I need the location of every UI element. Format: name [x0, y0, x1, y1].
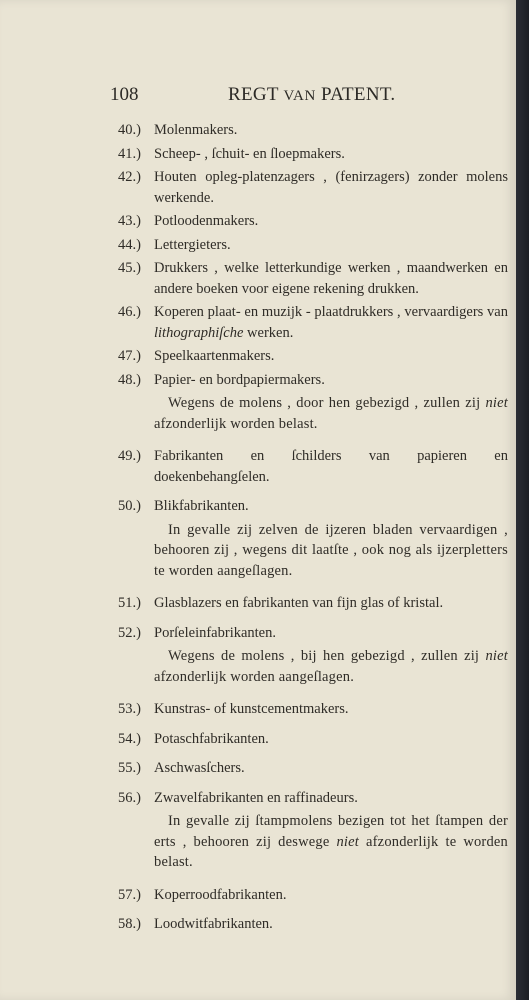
- page-header: [110, 84, 400, 108]
- list-item: 46.) Koperen plaat- en muzijk - plaatdrukkers , vervaardigers van lithographiſche werken.: [118, 304, 508, 341]
- list-item: 42.) Houten opleg-platenzagers , (fenirzagers) zonder molens werkende.: [118, 169, 508, 206]
- book-fold: [516, 0, 529, 1000]
- list-item: 55.) Aschwasſchers.: [118, 760, 245, 776]
- list-item: 56.) Zwavelfabrikanten en raffinadeurs.: [118, 789, 358, 806]
- page-number: 108: [110, 84, 139, 105]
- note-50: In gevalle zij zelven de ijzeren bladen vervaardigen , behooren zij , wegens dit laatſte , ook nog als ijzerpletters te worden aangeſlagen.: [154, 521, 508, 579]
- list-item: 53.) Kunstras- of kunstcementmakers.: [118, 701, 349, 717]
- note-52: Wegens de molens , bij hen gebezigd , zullen zij niet afzonderlijk worden aangeſlagen.: [154, 648, 508, 685]
- list-item: 45.) Drukkers , welke letterkundige werken , maandwerken en andere boeken voor eigene rekening drukken.: [118, 260, 508, 297]
- list-item: 52.) Porſeleinfabrikanten.: [118, 624, 276, 641]
- list-item: 50.) Blikfabrikanten.: [118, 498, 249, 514]
- list-item: 58.) Loodwitfabrikanten.: [118, 916, 273, 932]
- list-item: 51.) Glasblazers en fabrikanten van fijn glas of kristal.: [118, 595, 444, 611]
- list-item: 47.) Speelkaartenmakers.: [118, 348, 275, 364]
- list-item: 57.) Koperroodfabrikanten.: [118, 886, 287, 903]
- list-item: 54.) Potaschfabrikanten.: [118, 730, 269, 747]
- page-body: [118, 120, 508, 938]
- note-56: In gevalle zij ſtampmolens bezigen tot het ſtampen der erts , behooren zij deswege niet afzonderlijk te worden belast.: [154, 813, 508, 870]
- note-48: Wegens de molens , door hen gebezigd , zullen zij niet afzonderlijk worden belast.: [154, 395, 508, 432]
- list-item: 48.) Papier- en bordpapiermakers.: [118, 371, 325, 388]
- list-item: 44.) Lettergieters.: [118, 236, 231, 253]
- list-item: 41.) Scheep- , ſchuit- en ſloepmakers.: [118, 145, 345, 162]
- list-item: 49.) Fabrikanten en ſchilders van papieren en doekenbehangſelen.: [118, 448, 508, 485]
- list-item: 43.) Potloodenmakers.: [118, 213, 259, 229]
- running-title: REGT VAN PATENT.: [228, 84, 396, 105]
- list-item: 40.) Molenmakers.: [118, 122, 238, 138]
